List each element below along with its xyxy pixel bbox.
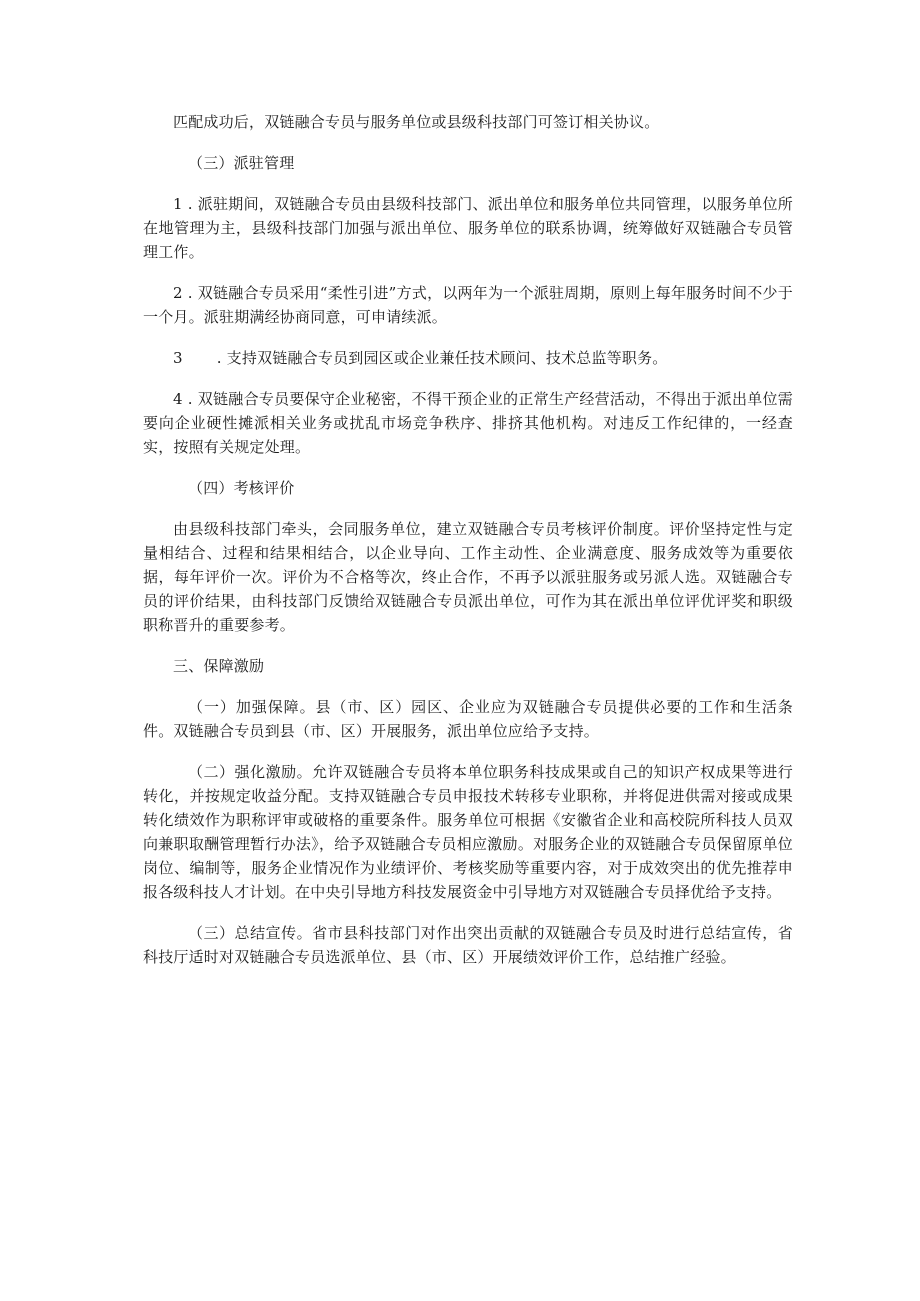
section-heading-safeguards: 三、保障激励 (173, 657, 265, 675)
paragraph-assessment: 由县级科技部门牵头，会同服务单位，建立双链融合专员考核评价制度。评价坚持定性与定量相结合、过程和结果相结合，以企业导向、工作主动性、企业满意度、服务成效等为重要依据，每年评价一次。评价为不合格等次，终止合作，不再予以派驻服务或另派人选。双链融合专员的评价结果，由科技部门反馈给双链融合专员派出单位，可作为其在派出单位评优评奖和职级职称晋升的重要参考。 (143, 520, 793, 634)
paragraph-publicity: （三）总结宣传。省市县科技部门对作出突出贡献的双链融合专员及时进行总结宣传，省科技厅适时对双链融合专员选派单位、县（市、区）开展绩效评价工作，总结推广经验。 (143, 924, 793, 966)
paragraph-safeguard: （一）加强保障。县（市、区）园区、企业应为双链融合专员提供必要的工作和生活条件。双链融合专员到县（市、区）开展服务，派出单位应给予支持。 (143, 698, 793, 740)
paragraph-agreement: 匹配成功后，双链融合专员与服务单位或县级科技部门可签订相关协议。 (173, 113, 660, 131)
paragraph-item-4: 4 . 双链融合专员要保守企业秘密，不得干预企业的正常生产经营活动，不得出于派出单位需要向企业硬性摊派相关业务或扰乱市场竞争秩序、排挤其他机构。对违反工作纪律的，一经查实，按照有关规定处理。 (143, 390, 793, 456)
paragraph-item-2: 2 . 双链融合专员采用“柔性引进”方式，以两年为一个派驻周期，原则上每年服务时间不少于一个月。派驻期满经协商同意，可申请续派。 (143, 284, 793, 326)
paragraph-incentive: （二）强化激励。允许双链融合专员将本单位职务科技成果或自己的知识产权成果等进行转化，并按规定收益分配。支持双链融合专员申报技术转移专业职称，并将促进供需对接或成果转化绩效作为职称评审或破格的重要条件。服务单位可根据《安徽省企业和高校院所科技人员双向兼职取酬管理暂行办法》，给予双链融合专员相应激励。对服务企业的双链融合专员保留原单位岗位、编制等，服务企业情况作为业绩评价、考核奖励等重要内容，对于成效突出的优先推荐申报各级科技人才计划。在中央引导地方科技发展资金中引导地方对双链融合专员择优给予支持。 (143, 763, 793, 901)
item-3-number: 3 (173, 349, 183, 367)
document-body (143, 110, 793, 986)
paragraph-item-1: 1 . 派驻期间，双链融合专员由县级科技部门、派出单位和服务单位共同管理，以服务单位所在地管理为主，县级科技部门加强与派出单位、服务单位的联系协调，统筹做好双链融合专员管理工作。 (143, 195, 793, 261)
item-3-text: . 支持双链融合专员到园区或企业兼任技术顾问、技术总监等职务。 (216, 349, 668, 367)
section-heading-dispatch-management: （三）派驻管理 (188, 154, 295, 172)
section-heading-assessment: （四）考核评价 (188, 479, 295, 497)
paragraph-item-3 (143, 346, 793, 370)
